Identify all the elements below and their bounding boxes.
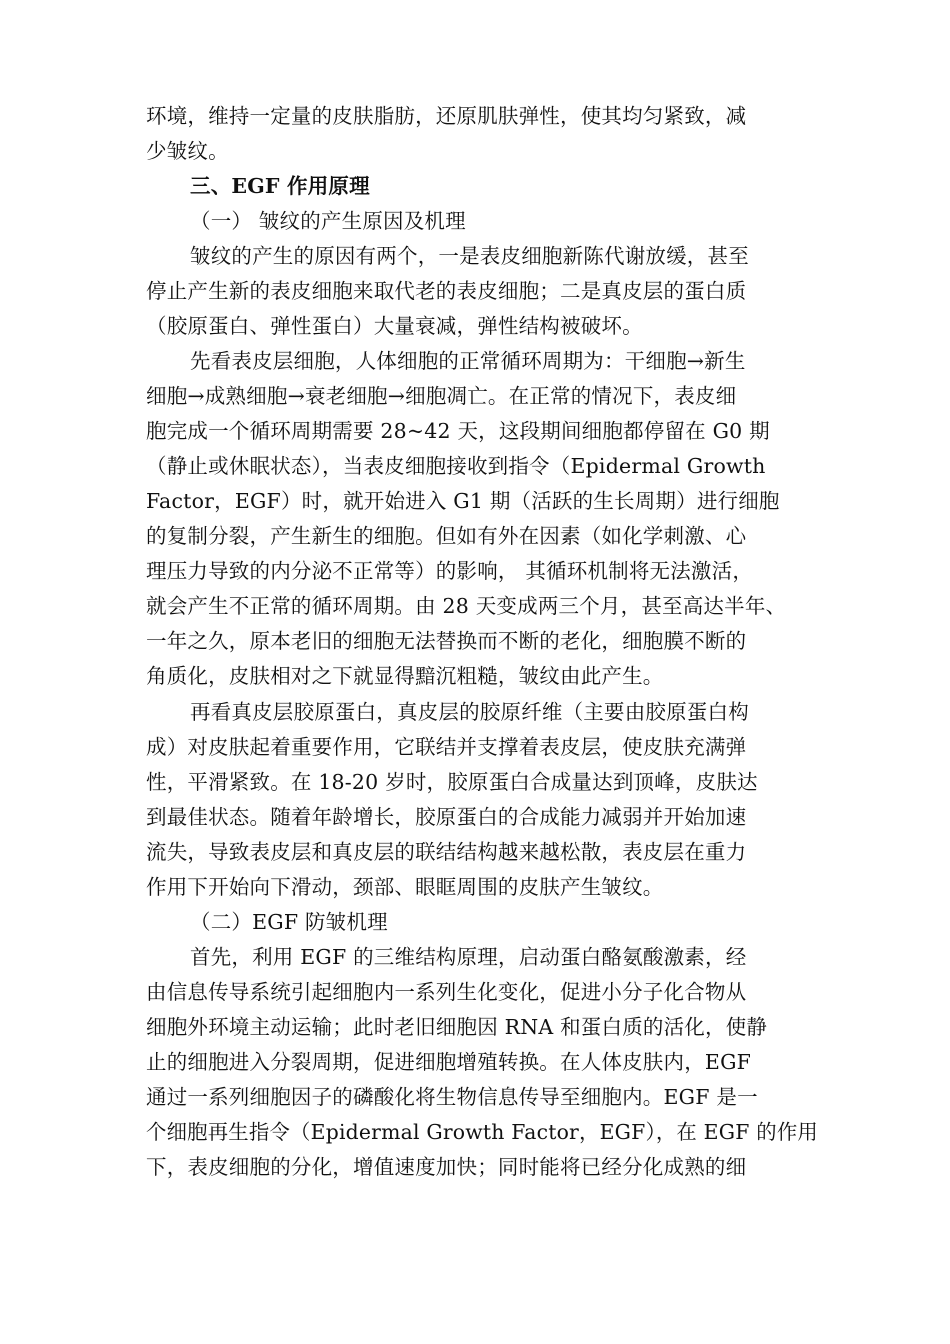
subsection-heading: （一） 皱纹的产生原因及机理 <box>190 209 466 233</box>
text-line: 通过一系列细胞因子的磷酸化将生物信息传导至细胞内。EGF 是一 <box>146 1085 758 1109</box>
text-line: Factor，EGF）时，就开始进入 G1 期（活跃的生长周期）进行细胞 <box>146 489 780 513</box>
text-line: 止的细胞进入分裂周期，促进细胞增殖转换。在人体皮肤内，EGF <box>146 1050 752 1074</box>
subsection-heading: （二）EGF 防皱机理 <box>190 910 388 934</box>
text-line: 个细胞再生指令（Epidermal Growth Factor，EGF），在 EGF 的作用 <box>146 1120 818 1144</box>
text-line: 下，表皮细胞的分化，增值速度加快；同时能将已经分化成熟的细 <box>146 1155 747 1179</box>
text-line: 少皱纹。 <box>146 139 229 163</box>
text-line: 细胞→成熟细胞→衰老细胞→细胞凋亡。在正常的情况下，表皮细 <box>146 384 737 408</box>
text-line: 环境，维持一定量的皮肤脂肪，还原肌肤弹性，使其均匀紧致，减 <box>146 104 747 128</box>
text-line: 再看真皮层胶原蛋白，真皮层的胶原纤维（主要由胶原蛋白构 <box>190 700 749 724</box>
text-line: 皱纹的产生的原因有两个，一是表皮细胞新陈代谢放缓，甚至 <box>190 244 749 268</box>
text-line: 胞完成一个循环周期需要 28~42 天，这段期间细胞都停留在 G0 期 <box>146 419 770 443</box>
text-line: 流失，导致表皮层和真皮层的联结结构越来越松散，表皮层在重力 <box>146 840 747 864</box>
text-line: 性，平滑紧致。在 18-20 岁时，胶原蛋白合成量达到顶峰，皮肤达 <box>146 770 758 794</box>
text-line: 的复制分裂，产生新生的细胞。但如有外在因素（如化学刺激、心 <box>146 524 747 548</box>
text-line: 由信息传导系统引起细胞内一系列生化变化，促进小分子化合物从 <box>146 980 747 1004</box>
text-line: 作用下开始向下滑动，颈部、眼眶周围的皮肤产生皱纹。 <box>146 875 664 899</box>
text-line: （静止或休眠状态），当表皮细胞接收到指令（Epidermal Growth <box>146 454 766 478</box>
text-line: （胶原蛋白、弹性蛋白）大量衰减，弹性结构被破坏。 <box>146 314 643 338</box>
text-line: 就会产生不正常的循环周期。由 28 天变成两三个月，甚至高达半年、 <box>146 594 787 618</box>
section-heading: 三、EGF 作用原理 <box>190 174 370 198</box>
text-line: 到最佳状态。随着年龄增长，胶原蛋白的合成能力减弱并开始加速 <box>146 805 747 829</box>
text-line: 首先，利用 EGF 的三维结构原理，启动蛋白酪氨酸激素，经 <box>190 945 747 969</box>
text-line: 角质化，皮肤相对之下就显得黯沉粗糙，皱纹由此产生。 <box>146 664 664 688</box>
text-line: 先看表皮层细胞，人体细胞的正常循环周期为：干细胞→新生 <box>190 349 746 373</box>
text-line: 理压力导致的内分泌不正常等）的影响， 其循环机制将无法激活， <box>146 559 754 583</box>
text-line: 停止产生新的表皮细胞来取代老的表皮细胞；二是真皮层的蛋白质 <box>146 279 747 303</box>
text-line: 成）对皮肤起着重要作用，它联结并支撑着表皮层，使皮肤充满弹 <box>146 735 747 759</box>
text-line: 细胞外环境主动运输；此时老旧细胞因 RNA 和蛋白质的活化，使静 <box>146 1015 768 1039</box>
text-line: 一年之久，原本老旧的细胞无法替换而不断的老化，细胞膜不断的 <box>146 629 747 653</box>
